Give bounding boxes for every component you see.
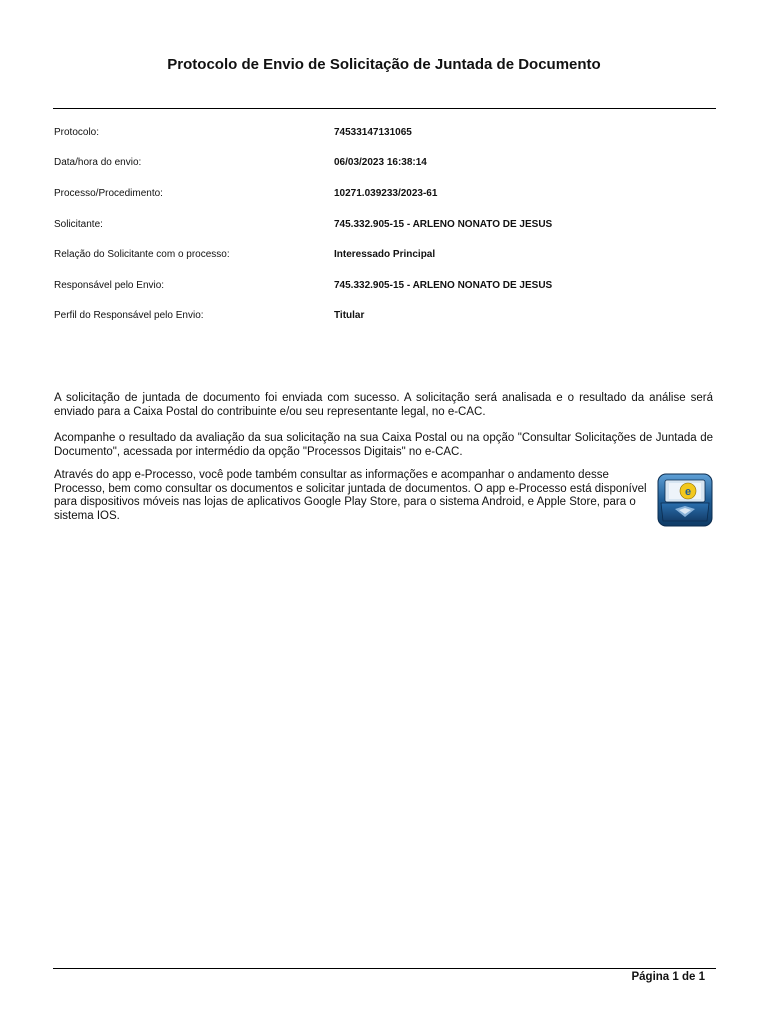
field-row-processo [54, 178, 714, 209]
field-label: Processo/Procedimento: [54, 187, 163, 199]
app-info-block [54, 469, 714, 527]
field-row-responsavel [54, 270, 714, 301]
svg-text:e: e [684, 486, 692, 498]
field-label: Data/hora do envio: [54, 157, 142, 169]
field-value: Titular [334, 310, 365, 322]
field-row-solicitante [54, 209, 714, 240]
protocol-fields [54, 117, 714, 331]
field-value: Interessado Principal [334, 249, 436, 261]
field-row-protocolo [54, 117, 714, 148]
app-info-text: Através do app e-Processo, você pode também consultar as informações e acompanhar o andamento desse Processo, bem como consultar os documentos e solicitar juntada de documentos. O app e-Processo está disponível para dispositivos móveis nas lojas de aplicativos Google Play Store, para o sistema Android, e Apple Store, para o sistema IOS. [54, 469, 647, 522]
field-value: 745.332.905-15 - ARLENO NONATO DE JESUS [334, 279, 553, 291]
field-row-data-hora [54, 148, 714, 179]
e-processo-app-icon [657, 473, 713, 527]
success-paragraph: A solicitação de juntada de documento foi enviada com sucesso. A solicitação será analisada e o resultado da análise será enviado para a Caixa Postal do contribuinte e/ou seu representante legal, no e-CAC. [54, 392, 713, 418]
field-row-perfil [54, 301, 714, 332]
field-value: 06/03/2023 16:38:14 [334, 157, 427, 169]
field-row-relacao [54, 239, 714, 270]
field-value: 74533147131065 [334, 126, 412, 138]
field-value: 10271.039233/2023-61 [334, 187, 438, 199]
top-divider [53, 108, 716, 109]
field-label: Responsável pelo Envio: [54, 279, 165, 291]
page-number: Página 1 de 1 [631, 971, 705, 983]
field-label: Solicitante: [54, 218, 103, 230]
page-title: Protocolo de Envio de Solicitação de Juntada de Documento [167, 56, 601, 73]
bottom-divider [53, 968, 716, 969]
field-label: Protocolo: [54, 126, 100, 138]
field-value: 745.332.905-15 - ARLENO NONATO DE JESUS [334, 218, 553, 230]
field-label: Relação do Solicitante com o processo: [54, 249, 230, 261]
follow-up-paragraph: Acompanhe o resultado da avaliação da sua solicitação na sua Caixa Postal ou na opção "Consultar Solicitações de Juntada de Documento", acessada por intermédio da opção "Processos Digitais" no e-CAC. [54, 432, 713, 458]
field-label: Perfil do Responsável pelo Envio: [54, 310, 204, 322]
